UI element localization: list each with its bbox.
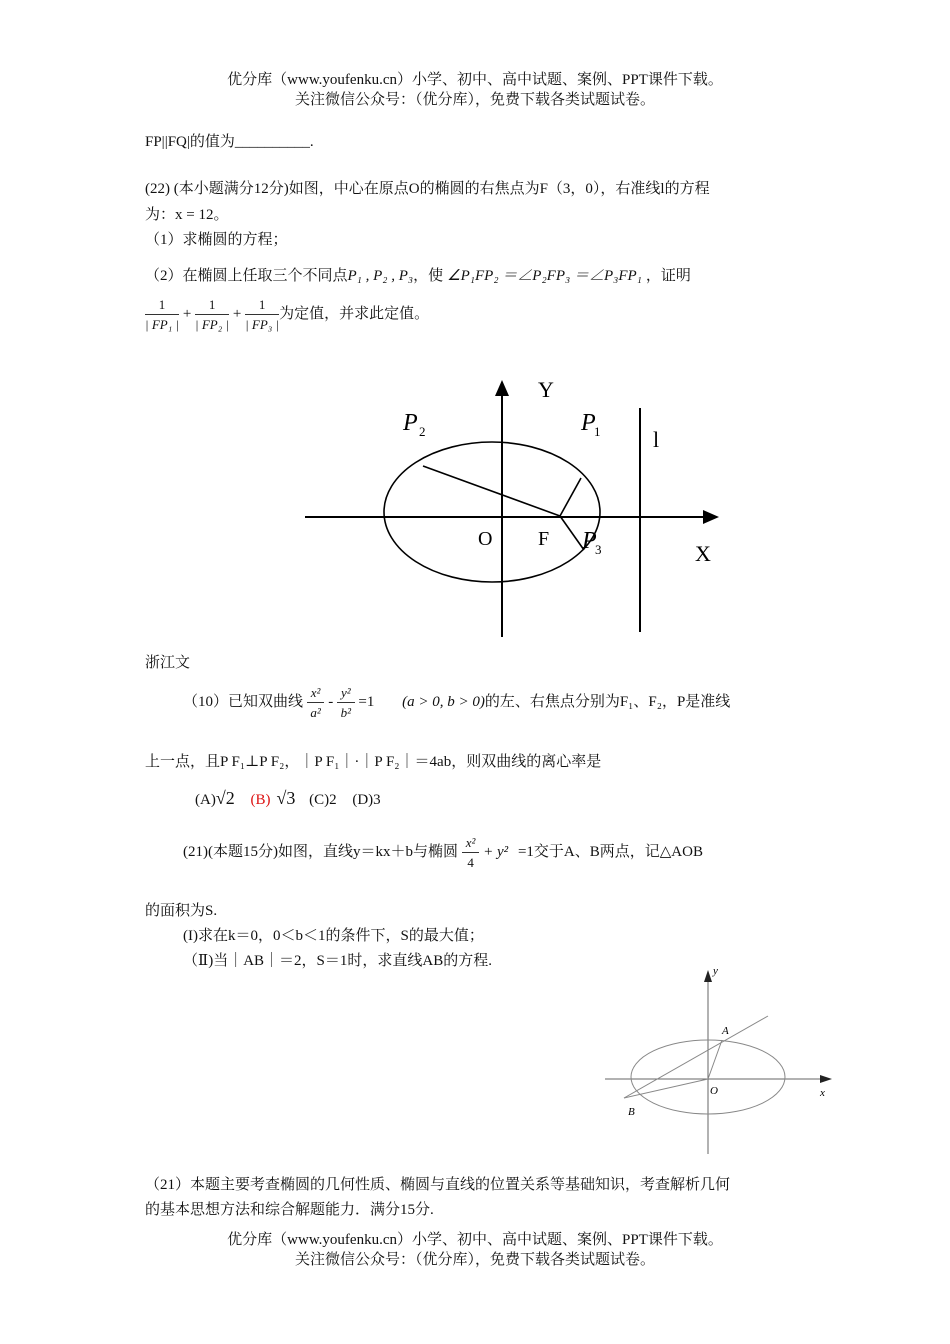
header-line-1: 优分库（www.youfenku.cn）小学、初中、高中试题、案例、PPT课件下载。 — [227, 72, 723, 88]
x-axis-arrow — [820, 1075, 832, 1083]
q22-part-2-prefix: （2）在椭圆上任取三个不同点 — [145, 268, 348, 284]
q22-fraction-sum — [145, 298, 429, 331]
footer-line-2: 关注微信公众号：（优分库），免费下载各类试题试卷。 — [294, 1252, 655, 1268]
q10-fraction-y: $\frac{\text{y²}}{\text{b²}}$ — [337, 686, 355, 719]
q21-plus-y: + y² — [483, 843, 509, 860]
option-c: (C)2 — [309, 792, 337, 808]
plus-2: + — [232, 305, 242, 322]
p2-label: P — [403, 410, 418, 436]
y-axis-arrow — [704, 970, 712, 982]
q22-part-1: （1）求椭圆的方程； — [145, 232, 288, 248]
q21-part-2: （Ⅱ)当｜AB｜＝2，S＝1时，求直线AB的方程. — [183, 953, 492, 969]
ellipse-figure-2 — [600, 962, 840, 1157]
q21-line-2: 的面积为S. — [145, 903, 218, 919]
directrix-label: l — [653, 427, 660, 452]
q21-part-1: (I)求在k＝0，0＜b＜1的条件下，S的最大值； — [183, 928, 484, 944]
x-axis-arrow — [703, 510, 719, 524]
fraction-1: $\frac{1}{\text{| FP₁ |}}$ — [145, 297, 180, 332]
x-label: x — [820, 1087, 825, 1099]
segment-fp3 — [560, 516, 584, 550]
section-title: 浙江文 — [145, 655, 191, 671]
q10-line-1 — [183, 686, 730, 719]
option-b: (B) — [250, 792, 271, 808]
q22-line-1: (22) (本小题满分12分)如图，中心在原点O的椭圆的右焦点为F（3，0），右准线l的方程 — [145, 181, 710, 197]
p1-label: P — [581, 410, 596, 436]
ellipse-figure-1 — [295, 370, 735, 645]
option-a-value: √2 — [215, 788, 235, 808]
q21-prefix: (21)(本题15分)如图，直线y＝kx＋b与椭圆 — [183, 843, 458, 860]
q22-points: P₁ , P₂ , P₃ — [347, 268, 414, 284]
fraction-2: $\frac{1}{\text{| FP₂ |}}$ — [195, 297, 230, 332]
b-label: B — [628, 1106, 635, 1118]
q21-fraction: $\frac{\text{x²}}{4}$ — [462, 836, 480, 869]
p1-sub: 1 — [594, 424, 601, 439]
p3-label: P — [582, 528, 597, 554]
q10-condition: (a > 0, b > 0) — [402, 693, 485, 710]
q22-angles: ∠P₁FP₂ ＝∠P₂FP₃ ＝∠P₃FP₁ — [447, 268, 642, 284]
y-axis-arrow — [495, 380, 509, 396]
q22-line-2: 为：x = 12。 — [145, 207, 229, 223]
option-a: (A) — [195, 792, 216, 808]
origin-label: O — [710, 1085, 718, 1097]
q10-line-2: 上一点，且P F₁⊥P F₂，｜P F₁｜·｜P F₂｜＝4ab，则双曲线的离心率是 — [145, 754, 602, 770]
q22-part-2-mid: ，使 — [413, 268, 444, 284]
segment-ob — [624, 1079, 708, 1098]
q22-part-2 — [145, 264, 691, 285]
header-line-2: 关注微信公众号：（优分库），免费下载各类试题试卷。 — [294, 92, 655, 108]
y-label: y — [713, 965, 718, 977]
ellipse — [384, 442, 600, 582]
q21-eq: =1 — [517, 843, 534, 860]
top-fragment: FP||FQ|的值为__________. — [145, 134, 314, 150]
q21-suffix: 交于A、B两点，记△AOB — [533, 843, 703, 860]
q10-fraction-x: $\frac{\text{x²}}{\text{a²}}$ — [307, 686, 325, 719]
p2-sub: 2 — [419, 424, 426, 439]
segment-fp1 — [560, 478, 581, 516]
fraction-3: $\frac{1}{\text{| FP₃ |}}$ — [245, 297, 280, 332]
footer-line-1: 优分库（www.youfenku.cn）小学、初中、高中试题、案例、PPT课件下载。 — [227, 1232, 723, 1248]
answer21-line-1: （21）本题主要考查椭圆的几何性质、椭圆与直线的位置关系等基础知识，考查解析几何 — [145, 1177, 731, 1193]
option-b-value: √3 — [276, 788, 296, 808]
p3-sub: 3 — [595, 542, 602, 557]
segment-fp2 — [423, 466, 560, 516]
answer21-line-2: 的基本思想方法和综合解题能力．满分15分. — [145, 1202, 434, 1218]
x-label: X — [695, 541, 711, 566]
q10-eq: =1 — [358, 693, 375, 710]
q10-suffix: 的左、右焦点分别为F₁、F₂，P是准线 — [484, 693, 731, 710]
q21-line-1 — [183, 836, 703, 869]
option-d: (D)3 — [352, 792, 381, 808]
q22-part-2-end: 为定值，并求此定值。 — [279, 305, 430, 322]
q10-minus: - — [328, 693, 334, 710]
q10-options — [195, 788, 381, 809]
origin-label: O — [478, 528, 493, 550]
q22-part-2-suffix: ，证明 — [645, 268, 691, 284]
focus-label: F — [538, 528, 550, 550]
line-ab — [624, 1016, 768, 1098]
y-label: Y — [538, 377, 554, 402]
q10-prefix: （10）已知双曲线 — [183, 693, 304, 710]
a-label: A — [722, 1025, 729, 1037]
plus-1: + — [182, 305, 192, 322]
